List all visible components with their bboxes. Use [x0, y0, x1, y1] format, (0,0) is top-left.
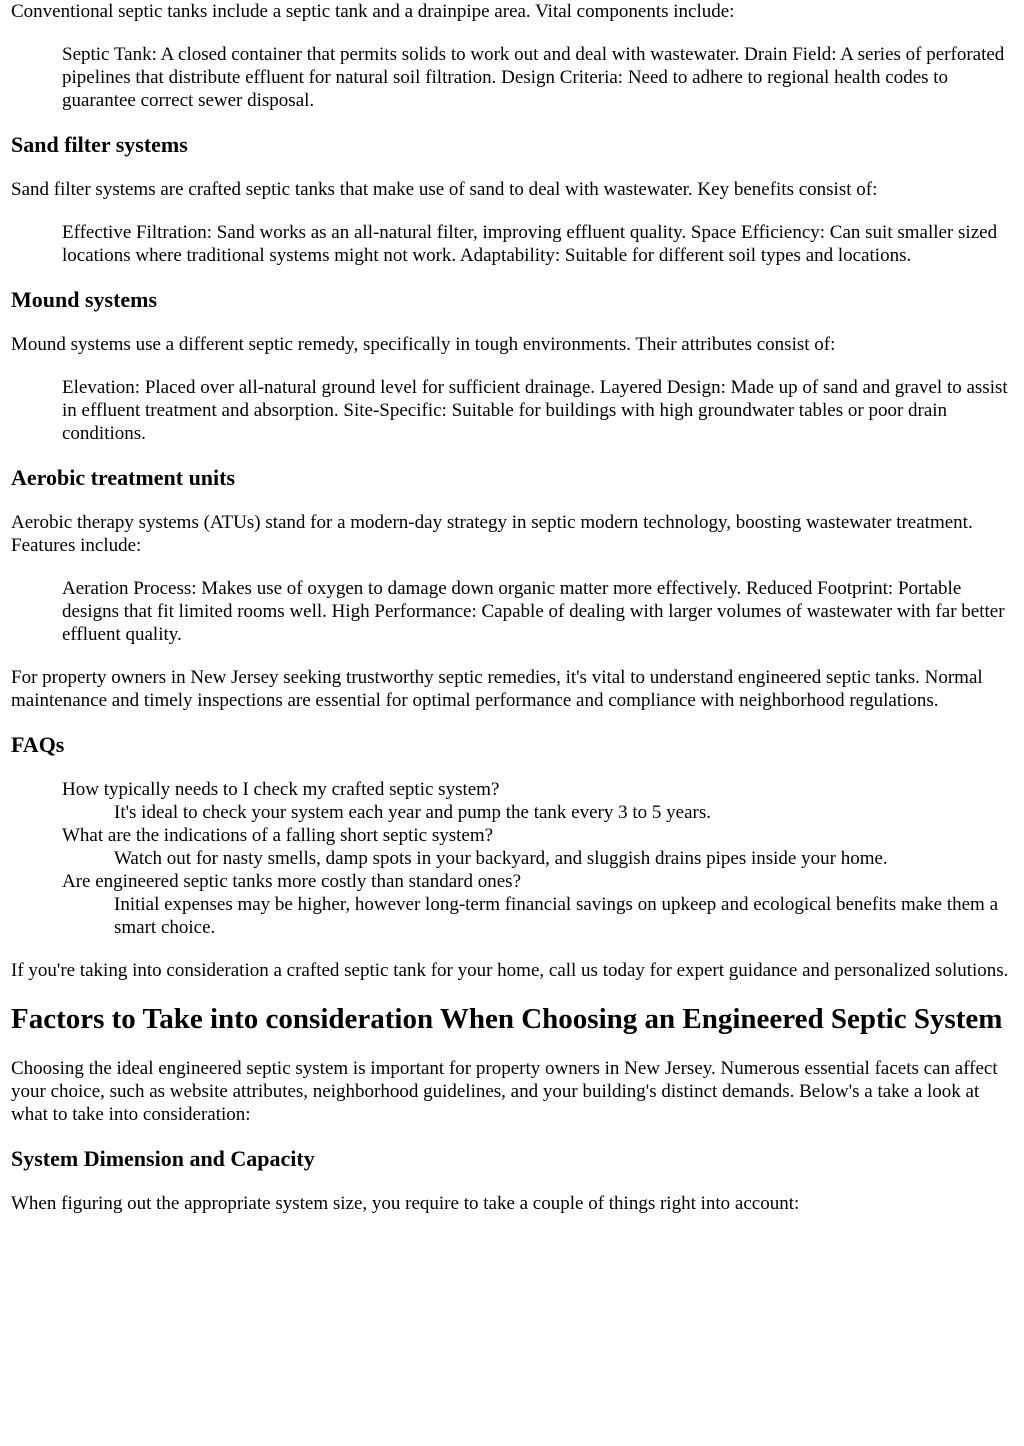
system-size-paragraph: When figuring out the appropriate system size, you require to take a couple of things right into account:	[11, 1193, 800, 1214]
faq-list	[62, 778, 1014, 939]
intro-quote: Septic Tank: A closed container that permits solids to work out and deal with wastewater. Drain Field: A series of perforated pipelines that distribute effluent for natural soil filtration. Design Criteria: Need to adhere to regional health codes to guarantee correct sewer disposal.	[62, 44, 1005, 111]
section-aerobic	[11, 465, 1014, 646]
aerobic-paragraph: Aerobic therapy systems (ATUs) stand for a modern-day strategy in septic modern technology, boosting wastewater treatment. Features include:	[11, 512, 973, 556]
section-faqs	[11, 732, 1014, 939]
aerobic-quote: Aeration Process: Makes use of oxygen to damage down organic matter more effectively. Reduced Footprint: Portable designs that fit limited rooms well. High Performance: Capable of dealing with larger volumes of wastewater with far better effluent quality.	[62, 578, 1005, 645]
factors-heading: Factors to Take into consideration When Choosing an Engineered Septic System	[11, 1003, 1003, 1035]
faq-answer: Initial expenses may be higher, however long-term financial savings on upkeep and ecological benefits make them a smart choice.	[114, 894, 999, 938]
faq-question: What are the indications of a falling short septic system?	[62, 825, 494, 846]
faq-question: Are engineered septic tanks more costly than standard ones?	[62, 871, 522, 892]
mound-paragraph: Mound systems use a different septic remedy, specifically in tough environments. Their attributes consist of:	[11, 334, 836, 355]
sand-filter-heading: Sand filter systems	[11, 132, 188, 157]
faq-answer: It's ideal to check your system each year and pump the tank every 3 to 5 years.	[114, 802, 711, 823]
sand-filter-quote: Effective Filtration: Sand works as an all-natural filter, improving effluent quality. Space Efficiency: Can suit smaller sized locations where traditional systems might not work. Adaptability: Suitable for different soil types and locations.	[62, 222, 998, 266]
section-factors	[11, 1002, 1014, 1126]
section-sand-filter	[11, 132, 1014, 267]
section-system-size	[11, 1146, 1014, 1215]
faq-answer: Watch out for nasty smells, damp spots in your backyard, and sluggish drains pipes inside your home.	[114, 848, 888, 869]
faq-question: How typically needs to I check my crafted septic system?	[62, 779, 500, 800]
factors-paragraph: Choosing the ideal engineered septic system is important for property owners in New Jersey. Numerous essential facets can affect your choice, such as website attributes, neighborhood guidelines, and your building's distinct demands. Below's a take a look at what to take into consideration:	[11, 1058, 998, 1125]
intro-paragraph: Conventional septic tanks include a septic tank and a drainpipe area. Vital components include:	[11, 1, 735, 22]
mound-heading: Mound systems	[11, 287, 158, 312]
sand-filter-paragraph: Sand filter systems are crafted septic tanks that make use of sand to deal with wastewater. Key benefits consist of:	[11, 179, 878, 200]
section-mound	[11, 287, 1014, 445]
system-size-heading: System Dimension and Capacity	[11, 1146, 315, 1171]
aerobic-heading: Aerobic treatment units	[11, 465, 236, 490]
mound-quote: Elevation: Placed over all-natural ground level for sufficient drainage. Layered Design: Made up of sand and gravel to assist in effluent treatment and absorption. Site-Specific: Suitable for buildings with high groundwater tables or poor drain conditions.	[62, 377, 1008, 444]
faqs-heading: FAQs	[11, 732, 65, 757]
cta-paragraph: If you're taking into consideration a crafted septic tank for your home, call us today for expert guidance and personalized solutions.	[11, 960, 1009, 981]
owners-paragraph: For property owners in New Jersey seeking trustworthy septic remedies, it's vital to understand engineered septic tanks. Normal maintenance and timely inspections are essential for optimal performance and compliance with neighborhood regulations.	[11, 667, 983, 711]
